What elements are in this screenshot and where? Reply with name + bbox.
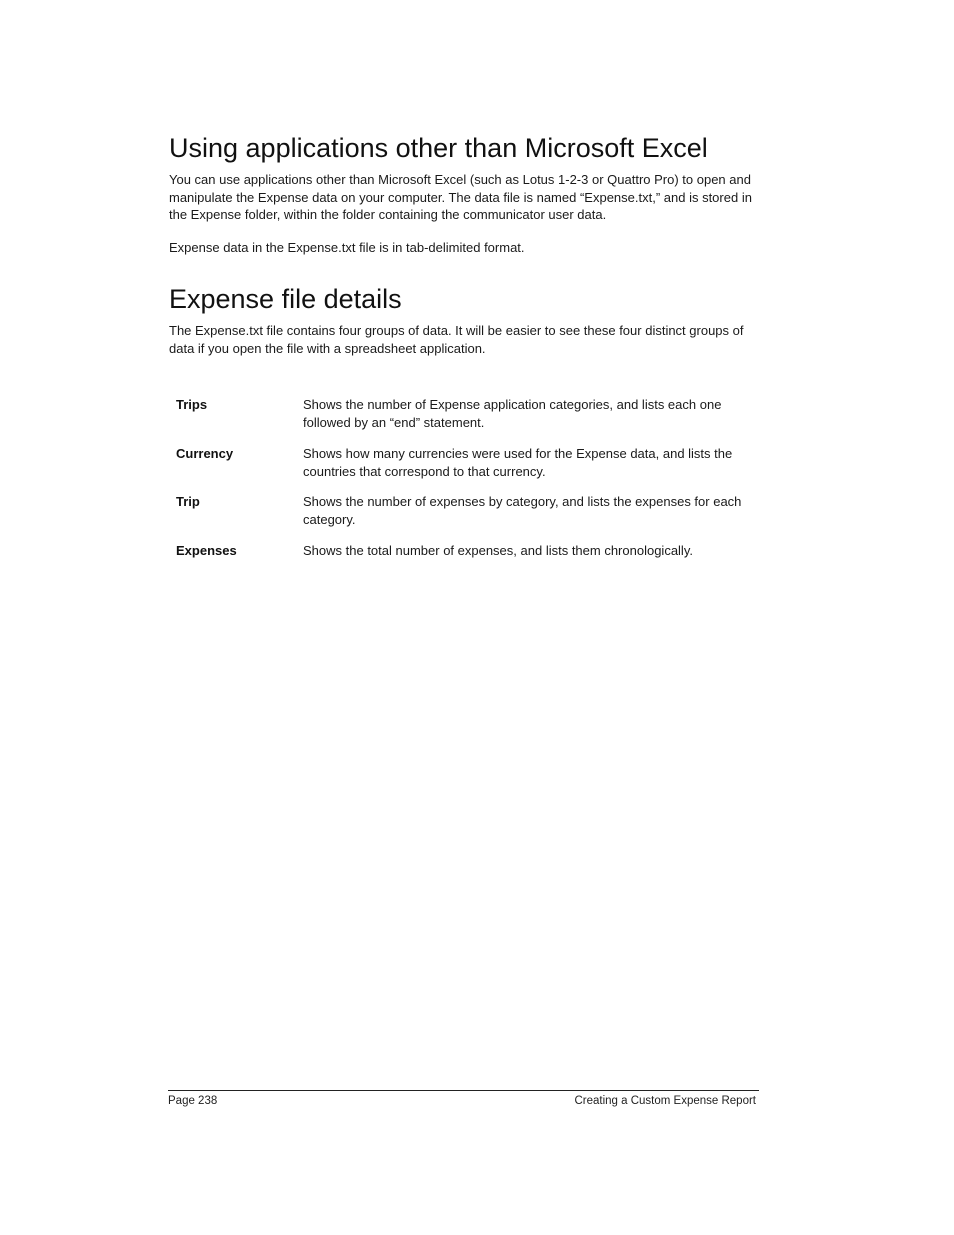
- definition-description: Shows the number of Expense application categories, and lists each one followed by an “end” statement.: [303, 397, 722, 430]
- definition-row-trips: [176, 396, 756, 432]
- definition-row-currency: [176, 445, 756, 481]
- definition-table: [176, 396, 756, 572]
- definition-description: Shows the total number of expenses, and lists them chronologically.: [303, 542, 693, 558]
- definition-term: Currency: [176, 445, 234, 461]
- footer-divider: [168, 1090, 759, 1091]
- definition-row-trip: [176, 493, 756, 529]
- definition-description: Shows how many currencies were used for the Expense data, and lists the countries that correspond to that currency.: [303, 445, 733, 479]
- definition-row-expenses: [176, 542, 756, 560]
- definition-term: Trip: [176, 494, 200, 509]
- chapter-title: Creating a Custom Expense Report: [574, 1095, 756, 1107]
- definition-description: Shows the number of expenses by category, and lists the expenses for each category.: [303, 494, 742, 527]
- definition-term: Expenses: [176, 542, 237, 558]
- format-paragraph: Expense data in the Expense.txt file is in tab-delimited format.: [169, 240, 525, 255]
- section-heading-expense-file-details: Expense file details: [169, 284, 402, 314]
- section-heading-using-other-applications: Using applications other than Microsoft Excel: [169, 133, 708, 163]
- definition-term: Trips: [176, 397, 208, 412]
- page-number: Page 238: [168, 1095, 218, 1107]
- intro-paragraph: You can use applications other than Microsoft Excel (such as Lotus 1-2-3 or Quattro Pro) to open and manipulate the Expense data on your computer. The data file is named “Expense.txt,” and is stored in the Expense folder, within the folder containing the communicator user data.: [169, 172, 752, 222]
- details-paragraph: The Expense.txt file contains four groups of data. It will be easier to see these four distinct groups of data if you open the file with a spreadsheet application.: [169, 323, 744, 356]
